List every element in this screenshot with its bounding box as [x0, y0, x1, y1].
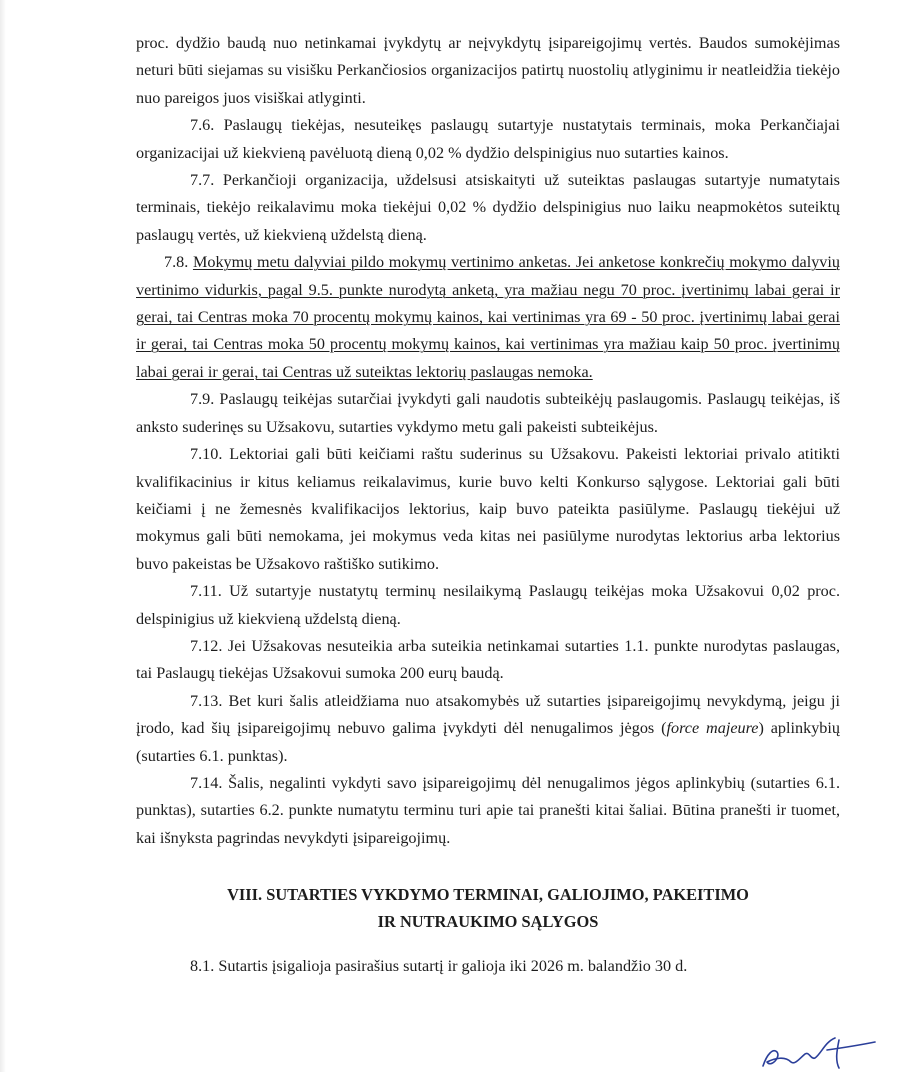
- paragraph-7-7: 7.7. Perkančioji organizacija, uždelsusi atsiskaityti už suteiktas paslaugas sutartyje numatytais terminais, tiekėjo reikalavimu moka tiekėjui 0,02 % dydžio delspinigius nuo laiku neapmokėtos suteiktų paslaugų vertės, už kiekvieną uždelstą dieną.: [136, 171, 840, 244]
- paragraph-7-8: [136, 249, 840, 386]
- signature-mark: [755, 1032, 885, 1072]
- paragraph-8-1: 8.1. Sutartis įsigalioja pasirašius sutartį ir galioja iki 2026 m. balandžio 30 d.: [190, 957, 688, 976]
- paragraph-7-11: 7.11. Už sutartyje nustatytų terminų nesilaikymą Paslaugų teikėjas moka Užsakovui 0,02 proc. delspinigius už kiekvieną uždelstą dieną.: [136, 582, 840, 628]
- paragraph-7-13: [136, 688, 840, 770]
- section-heading-line-2: IR NUTRAUKIMO SĄLYGOS: [377, 912, 599, 932]
- page-edge-shadow: [0, 0, 6, 1072]
- paragraph-7-13-text-b: ) aplinkybių (sutarties 6.1. punktas).: [136, 719, 840, 765]
- section-heading-line-1: VIII. SUTARTIES VYKDYMO TERMINAI, GALIOJIMO, PAKEITIMO: [227, 885, 749, 905]
- paragraph-7-9: 7.9. Paslaugų teikėjas sutarčiai įvykdyti gali naudotis subteikėjų paslaugomis. Paslaugų teikėjas, iš anksto suderinęs su Užsakovu, sutarties vykdymo metu gali pakeisti subteikėjus.: [136, 390, 840, 436]
- force-majeure-term: force majeure: [666, 719, 759, 738]
- paragraph-continuation: proc. dydžio baudą nuo netinkamai įvykdytų ar neįvykdytų įsipareigojimų vertės. Baudos sumokėjimas neturi būti siejamas su visišku Perkančiosios organizacijos patirtų nuostolių atlyginimu ir neatleidžia tiekėjo nuo pareigos juos visiškai atlyginti.: [136, 34, 840, 107]
- paragraph-7-13-text-a: 7.13. Bet kuri šalis atleidžiama nuo atsakomybės už sutarties įsipareigojimų nevykdymą, jeigu ji įrodo, kad šių įsipareigojimų nebuvo galima įvykdyti dėl nenugalimos jėgos (: [136, 691, 840, 738]
- paragraph-7-12: 7.12. Jei Užsakovas nesuteikia arba suteikia netinkamai sutarties 1.1. punkte nurodytas paslaugas, tai Paslaugų tiekėjas Užsakovui sumoka 200 eurų baudą.: [136, 636, 840, 683]
- paragraph-7-10: 7.10. Lektoriai gali būti keičiami raštu suderinus su Užsakovu. Pakeisti lektoriai privalo atitikti kvalifikacinius ir kitus keliamus reikalavimus, kurie buvo kelti Konkurso sąlygose. Lektoriai gali būti keičiami į ne žemesnės kvalifikacijos lektorius, kaip buvo pateikta pasiūlyme. Paslaugų tiekėjui už mokymus gali būti nemokama, jei mokymus veda kitas nei pasiūlyme nurodytas lektorius arba lektorius buvo pakeistas be Užsakovo raštiško sutikimo.: [136, 445, 840, 573]
- section-heading-viii: [136, 881, 840, 935]
- paragraph-7-14: 7.14. Šalis, negalinti vykdyti savo įsipareigojimų dėl nenugalimos jėgos aplinkybių (sutarties 6.1. punktas), sutarties 6.2. punkte numatytu terminu turi apie tai pranešti kitai šaliai. Būtina pranešti ir tuomet, kai išnyksta pagrindas nevykdyti įsipareigojimų.: [136, 773, 840, 847]
- paragraph-7-8-number: 7.8.: [164, 253, 189, 272]
- paragraph-7-6: 7.6. Paslaugų tiekėjas, nesuteikęs paslaugų sutartyje nustatytais terminais, moka Perkančiajai organizacijai už kiekvieną pavėluotą dieną 0,02 % dydžio delspinigius nuo sutarties kainos.: [136, 116, 840, 162]
- document-page: [136, 30, 840, 981]
- paragraph-7-8-underlined-text: Mokymų metu dalyviai pildo mokymų vertinimo anketas. Jei anketose konkrečių mokymo dalyvių vertinimo vidurkis, pagal 9.5. punkte nurodytą anketą, yra mažiau negu 70 proc. įvertinimų labai gerai ir gerai, tai Centras moka 70 procentų mokymų kainos, kai vertinimas yra 69 - 50 proc. įvertinimų labai gerai ir gerai, tai Centras moka 50 procentų mokymų kainos, kai vertinimas yra mažiau kaip 50 proc. įvertinimų labai gerai ir gerai, tai Centras už suteiktas lektorių paslaugas nemoka.: [136, 253, 840, 381]
